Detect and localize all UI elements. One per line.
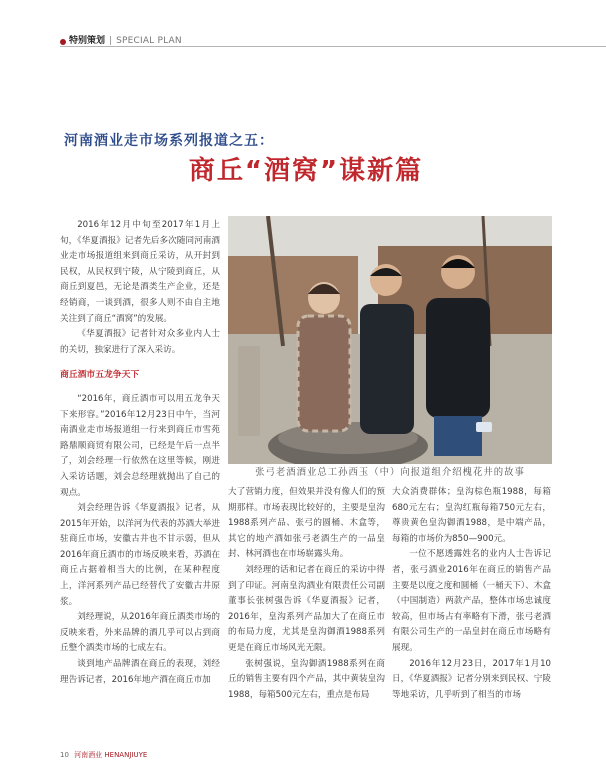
section-name-en: SPECIAL PLAN bbox=[116, 36, 182, 46]
paragraph: 刘会经理告诉《华夏酒报》记者，从2015年开始，以洋河为代表的苏酒大举进驻商丘市场，安徽古井也不甘示弱，但从2016年商丘酒市的市场反映来看，苏酒在商丘占据着相当大的比例，在某种程度上，洋河系列产品已经替代了安徽古井原浆。 bbox=[60, 503, 220, 607]
section-separator: | bbox=[109, 36, 113, 46]
page-footer bbox=[60, 750, 147, 760]
paragraph: “2016年，商丘酒市可以用五龙争天下来形容。”2016年12月23日中午，当河南酒业走市场报道组一行来到商丘市雪苑路鼎顺商贸有限公司，已经是午后一点半了，刘会经理一行依然在这里等候，刚进入采访话题，刘会总经理就抛出了自己的观点。 bbox=[60, 393, 220, 498]
paragraph: 一位不愿透露姓名的业内人士告诉记者，张弓酒业2016年在商丘的销售产品主要是以度之度和圆桶（一桶天下）、木盒（中国制造）两款产品，整体市场忠诚度较高，但市场占有率略有下滑，张弓老酒有限公司生产的一品皇封在商丘市场略有展现。 bbox=[392, 549, 551, 653]
paragraph: 2016年12月中旬至2017年1月上旬，《华夏酒报》记者先后多次随同河南酒业走市场报道组来到商丘采访，从开封到民权，从民权到宁陵，从宁陵到商丘，从商丘到夏邑，无论是酒类生产企业，还是经销商，一谈到酒，很多人则不由自主地关注到了商丘“酒窝”的发展。 bbox=[60, 220, 220, 324]
paragraph: 2016年12月23日，2017年1月10日，《华夏酒报》记者分别来到民权、宁陵等地采访，几乎听到了相当的市场 bbox=[392, 658, 551, 700]
paragraph: 《华夏酒报》记者针对众多业内人士的关切，独家进行了深入采访。 bbox=[60, 329, 220, 355]
text-column-right bbox=[392, 485, 551, 703]
paragraph: 刘经理说，从2016年商丘酒类市场的反映来看，外来品牌的酒几乎可以占到商丘整个酒类市场的七成左右。 bbox=[60, 612, 220, 654]
footer-brand: 河南酒业 HENANJIUYE bbox=[74, 751, 148, 759]
article-kicker: 河南酒业走市场系列报道之五： bbox=[64, 133, 274, 149]
text-column-left bbox=[60, 218, 220, 688]
header-rule bbox=[60, 46, 606, 47]
section-name-cn: 特别策划 bbox=[69, 36, 106, 46]
photo-illustration bbox=[228, 216, 552, 464]
text-column-middle bbox=[228, 485, 385, 703]
article-photo bbox=[228, 216, 552, 464]
paragraph: 谈到地产品牌酒在商丘的表现，刘经理告诉记者，2016年地产酒在商丘市加 bbox=[60, 659, 220, 685]
article-title: 商丘“酒窝”谋新篇 bbox=[188, 156, 424, 186]
paragraph: 大了营销力度，但效果并没有像人们的预期那样。市场表现比较好的，主要是皇沟1988系列产品、张弓的圆桶、木盒等，其它的地产酒如张弓老酒生产的一品皇封、林河酒也在市场崭露头角。 bbox=[228, 487, 385, 560]
section-dot-icon bbox=[60, 39, 66, 45]
page-number: 10 bbox=[60, 751, 69, 759]
paragraph: 刘经理的话和记者在商丘的采访中得到了印证。河南皇沟酒业有限责任公司副董事长张树强告诉《华夏酒报》记者，2016年，皇沟系列产品加大了在商丘市的布局力度，尤其是皇沟御酒1988系列更是在商丘市场风光无限。 bbox=[228, 564, 385, 653]
paragraph: 大众消费群体；皇沟棕色瓶1988，每箱680元左右；皇沟红瓶每箱750元左右，尊贵黄色皇沟御酒1988，是中端产品，每箱的市场价为850—900元。 bbox=[392, 487, 551, 544]
photo-caption: 张弓老酒酒业总工孙西玉（中）向报道组介绍槐花井的故事 bbox=[255, 467, 525, 478]
section-subhead: 商丘酒市五龙争天下 bbox=[60, 370, 140, 381]
paragraph: 张树强说，皇沟御酒1988系列在商丘的销售主要有四个产品，其中黄装皇沟1988，每箱500元左右，重点是布局 bbox=[228, 658, 385, 700]
